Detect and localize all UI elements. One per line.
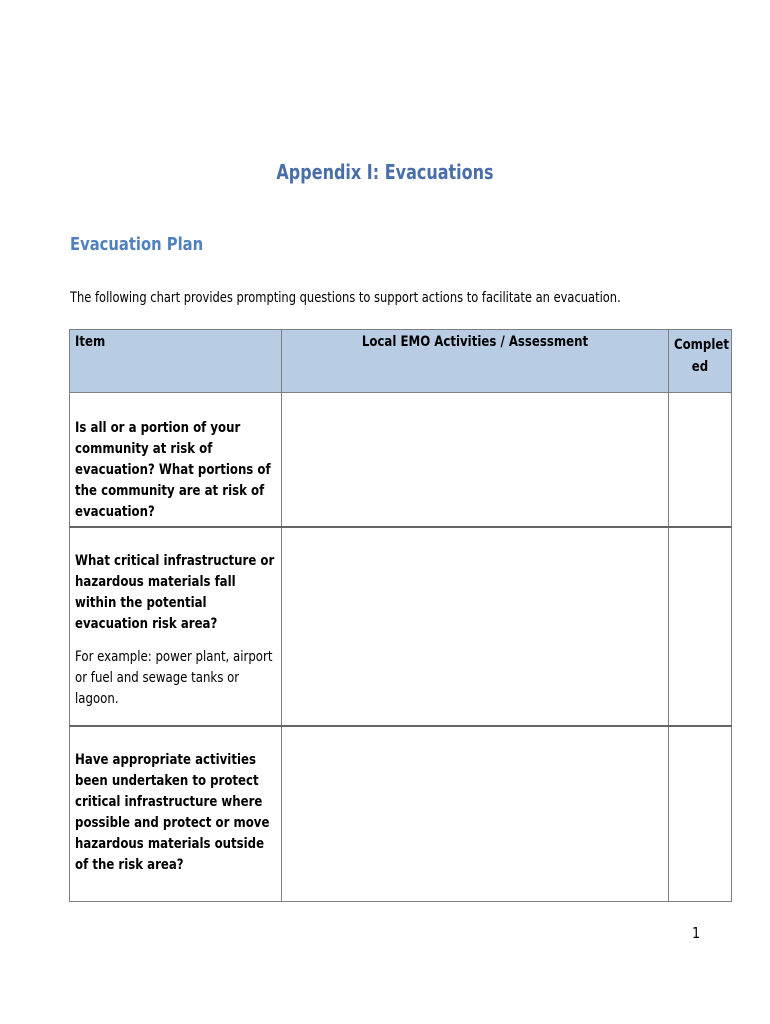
page-number: 1	[692, 924, 701, 942]
header-item	[70, 330, 282, 393]
page-title: Appendix I: Evacuations	[276, 160, 494, 184]
activities-cell[interactable]	[282, 527, 669, 726]
activities-cell[interactable]	[282, 726, 669, 902]
header-completed	[669, 330, 732, 393]
question-text: What critical infrastructure or hazardous materials fall within the potential evacuation risk area?	[75, 552, 275, 632]
table-row	[70, 393, 732, 527]
example-text: For example: power plant, airport or fuel and sewage tanks or lagoon.	[75, 648, 273, 707]
question-text: Is all or a portion of your community at risk of evacuation? What portions of the community are at risk of evacuation?	[75, 420, 271, 520]
question-cell	[70, 393, 282, 527]
header-activities-label: Local EMO Activities / Assessment	[361, 334, 589, 350]
completed-cell[interactable]	[669, 726, 732, 902]
intro-paragraph: The following chart provides prompting questions to support actions to facilitate an evacuation.	[70, 290, 621, 306]
table-header-row	[70, 330, 732, 393]
question-text: Have appropriate activities been undertaken to protect critical infrastructure where possible and protect or move hazardous materials outside of the risk area?	[75, 751, 270, 873]
completed-cell[interactable]	[669, 393, 732, 527]
table-row	[70, 726, 732, 902]
section-heading: Evacuation Plan	[70, 234, 204, 255]
header-completed-line1: Complet	[673, 337, 729, 353]
question-block	[70, 528, 277, 710]
header-activities	[282, 330, 669, 393]
question-cell	[70, 726, 282, 902]
header-completed-label	[673, 330, 729, 378]
question-cell	[70, 527, 282, 726]
completed-cell[interactable]	[669, 527, 732, 726]
evacuation-plan-table	[69, 329, 732, 902]
table-row	[70, 527, 732, 726]
header-completed-line2: ed	[691, 359, 709, 375]
header-item-label: Item	[75, 334, 106, 350]
activities-cell[interactable]	[282, 393, 669, 527]
